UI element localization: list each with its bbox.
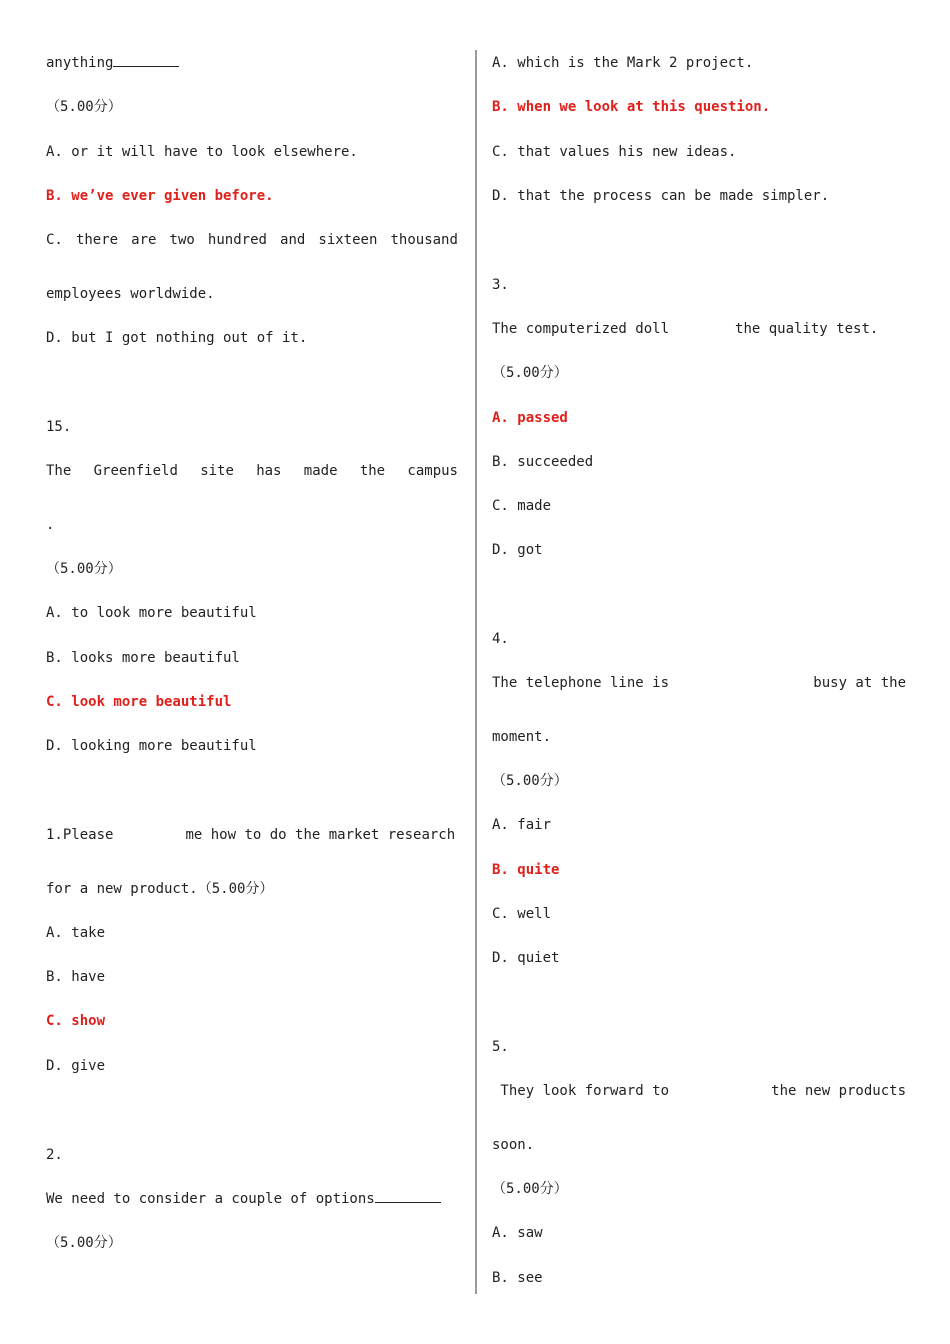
column-divider — [475, 50, 477, 1294]
q4-option-d: D. quiet — [492, 950, 560, 966]
q3-stem: The computerized doll the quality test. — [492, 321, 879, 337]
q5-stem: They look forward to the new products — [492, 1083, 906, 1099]
q1-option-d: D. give — [46, 1058, 106, 1074]
q1-option-c-correct: C. show — [46, 1013, 106, 1029]
q3-number: 3. — [492, 277, 509, 293]
q2-option-a: A. which is the Mark 2 project. — [492, 55, 754, 71]
q5-stem-end: soon. — [492, 1137, 535, 1153]
q4-option-a: A. fair — [492, 817, 552, 833]
q4-stem: The telephone line is busy at the — [492, 675, 906, 691]
q2-option-d: D. that the process can be made simpler. — [492, 188, 830, 204]
q5-score: （5.00分） — [492, 1181, 568, 1197]
q15-option-c-correct: C. look more beautiful — [46, 694, 232, 710]
q15-number: 15. — [46, 419, 72, 435]
q3-option-c: C. made — [492, 498, 552, 514]
q4-option-c: C. well — [492, 906, 552, 922]
q14-option-c-line2: employees worldwide. — [46, 286, 215, 302]
q14-score: （5.00分） — [46, 99, 122, 115]
answer-blank — [113, 54, 179, 67]
q2-option-b-correct: B. when we look at this question. — [492, 99, 771, 115]
q15-stem-end: . — [46, 517, 55, 533]
q3-option-a-correct: A. passed — [492, 410, 568, 426]
q1-stem: 1.Please me how to do the market research — [46, 827, 456, 843]
q14-option-c-line1: C. there are two hundred and sixteen thousand — [46, 232, 458, 248]
q4-stem-end: moment. — [492, 729, 552, 745]
q14-option-d: D. but I got nothing out of it. — [46, 330, 308, 346]
q15-score: （5.00分） — [46, 561, 122, 577]
answer-blank — [375, 1190, 441, 1203]
q2-number: 2. — [46, 1147, 63, 1163]
q15-stem: The Greenfield site has made the campus — [46, 463, 458, 479]
q1-option-b: B. have — [46, 969, 106, 985]
q5-option-b: B. see — [492, 1270, 543, 1286]
q5-option-a: A. saw — [492, 1225, 543, 1241]
q3-option-d: D. got — [492, 542, 543, 558]
q3-option-b: B. succeeded — [492, 454, 594, 470]
q14-option-b-correct: B. we’ve ever given before. — [46, 188, 274, 204]
q1-option-a: A. take — [46, 925, 106, 941]
q4-option-b-correct: B. quite — [492, 862, 560, 878]
q2-option-c: C. that values his new ideas. — [492, 144, 737, 160]
q15-option-a: A. to look more beautiful — [46, 605, 257, 621]
q4-number: 4. — [492, 631, 509, 647]
q3-score: （5.00分） — [492, 365, 568, 381]
q14-option-a: A. or it will have to look elsewhere. — [46, 144, 358, 160]
q2-score: （5.00分） — [46, 1235, 122, 1251]
q4-score: （5.00分） — [492, 773, 568, 789]
q2-stem: We need to consider a couple of options — [46, 1190, 441, 1208]
q5-number: 5. — [492, 1039, 509, 1055]
q15-option-d: D. looking more beautiful — [46, 738, 257, 754]
q1-stem-line2: for a new product.（5.00分） — [46, 881, 274, 897]
q14-stem-tail: anything — [46, 54, 179, 72]
q15-option-b: B. looks more beautiful — [46, 650, 240, 666]
